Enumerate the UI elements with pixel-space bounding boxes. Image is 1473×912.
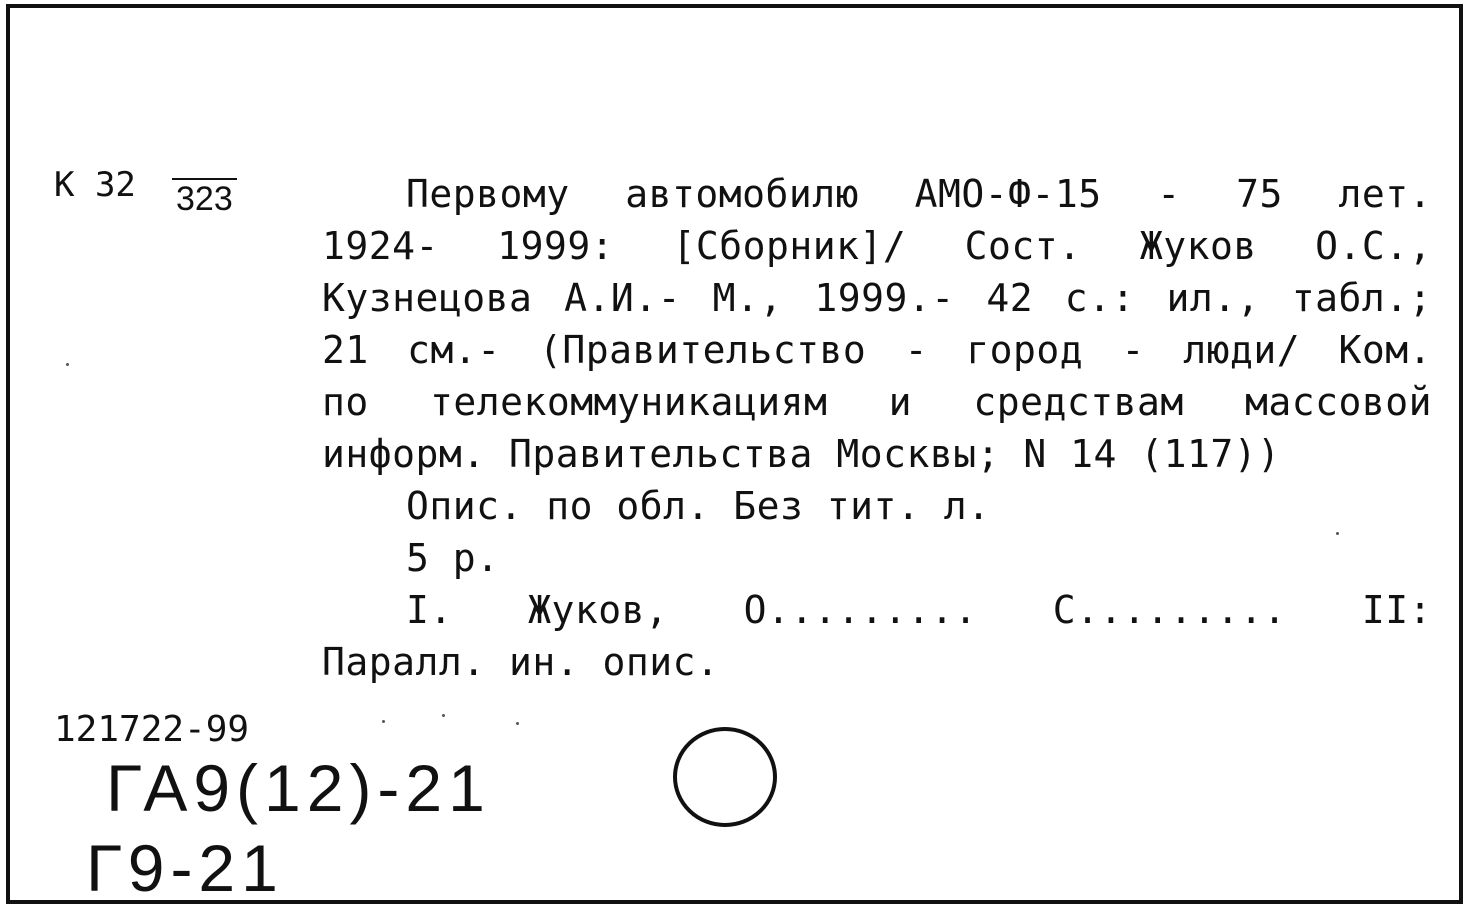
- author-sign: 323: [172, 178, 237, 216]
- entry-line-4: 21 см.- (Правительство - город - люди/ Ком.: [322, 328, 1432, 372]
- description-note: Опис. по обл. Без тит. л.: [406, 484, 991, 528]
- entry-line-2: 1924- 1999: [Сборник]/ Сост. Жуков О.С.,: [322, 224, 1432, 268]
- speck: [1336, 532, 1339, 535]
- tracing-line-1: I. Жуков, О......... С......... II:: [406, 588, 1432, 632]
- entry-line-6: информ. Правительства Москвы; N 14 (117)): [322, 432, 1281, 476]
- tracing-line-2: Паралл. ин. опис.: [322, 640, 720, 684]
- speck: [66, 363, 69, 366]
- handwritten-index-1: ГА9(12)-21: [106, 751, 491, 825]
- price-note: 5 р.: [406, 536, 500, 580]
- speck: [516, 722, 519, 725]
- inventory-number: 121722-99: [54, 709, 250, 750]
- speck: [382, 720, 385, 723]
- punch-hole-icon: [670, 724, 780, 834]
- shelf-mark: [54, 165, 233, 218]
- bibliographic-entry: [322, 168, 1432, 688]
- speck: [442, 714, 445, 717]
- entry-line-3: Кузнецова А.И.- М., 1999.- 42 с.: ил., табл.;: [322, 276, 1432, 320]
- entry-line-5: по телекоммуникациям и средствам массовой: [322, 380, 1432, 424]
- classification-index: К 32: [54, 165, 136, 205]
- catalog-card: [6, 4, 1463, 904]
- handwritten-index-2: Г9-21: [86, 831, 284, 905]
- entry-line-1: Первому автомобилю АМО-Ф-15 - 75 лет.: [406, 172, 1432, 216]
